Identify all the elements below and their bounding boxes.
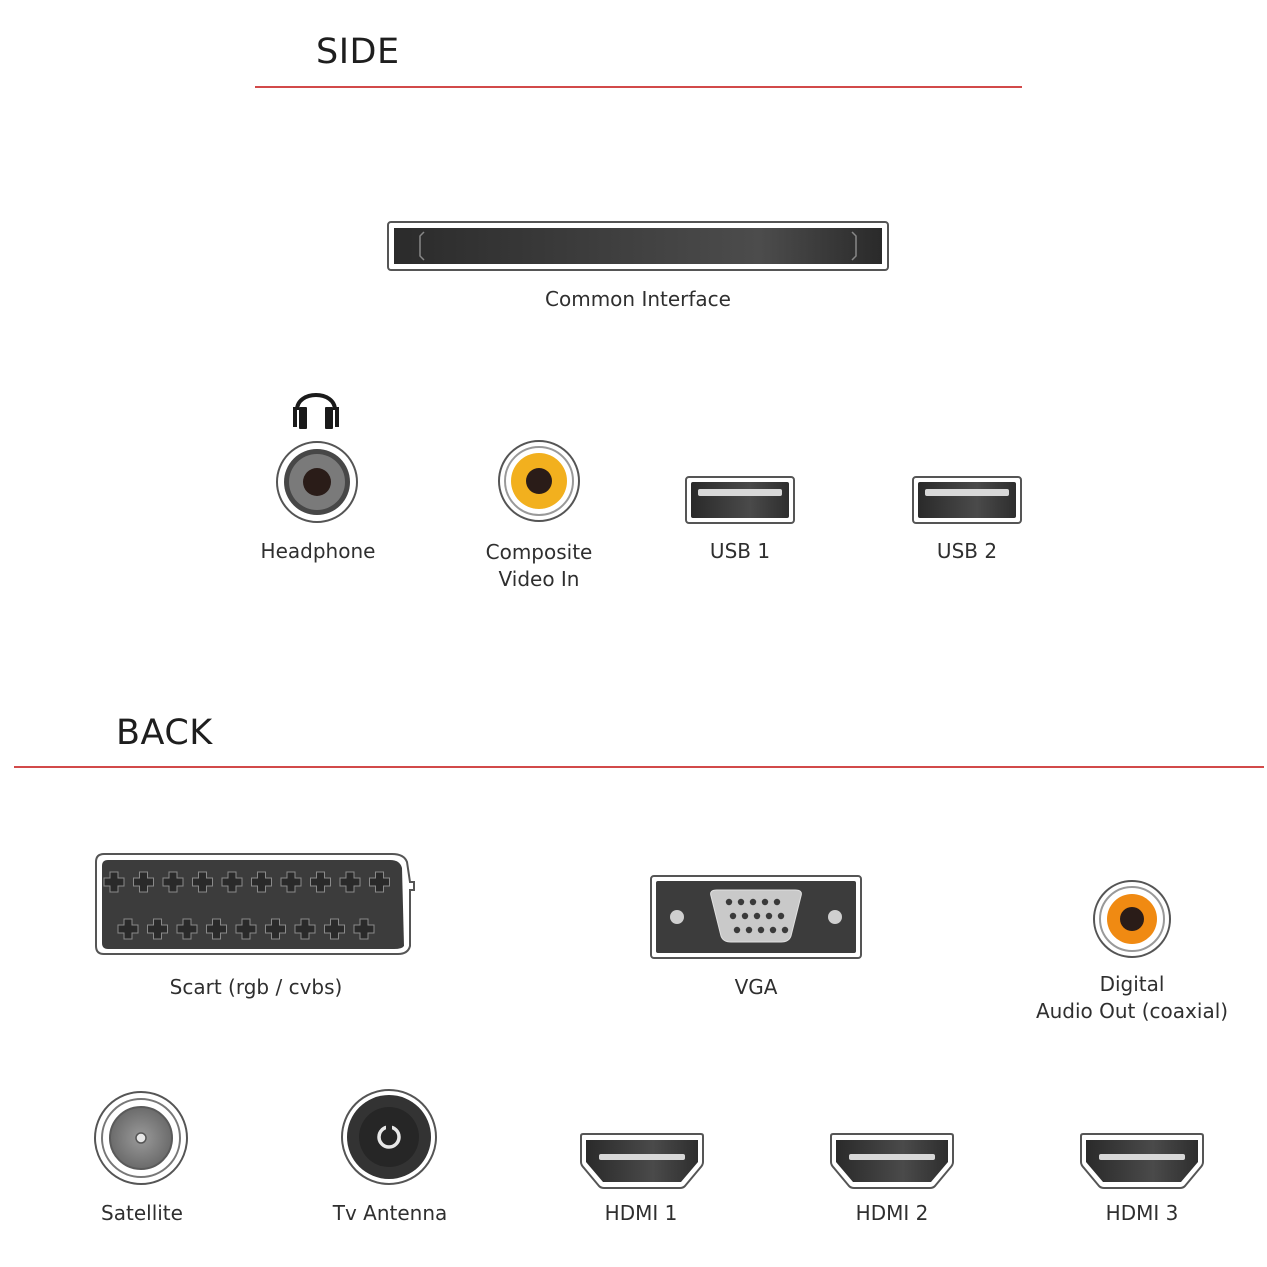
satellite-port-icon xyxy=(93,1090,189,1186)
vga-pin xyxy=(770,927,776,933)
vga-pin xyxy=(726,899,732,905)
tv-antenna-label: Tv Antenna xyxy=(332,1201,448,1225)
vga-pin xyxy=(782,927,788,933)
rca-jack-icon xyxy=(496,438,582,524)
vga-pin xyxy=(766,913,772,919)
vga-label: VGA xyxy=(734,975,778,999)
vga-pin xyxy=(734,927,740,933)
headphones-icon xyxy=(290,380,342,432)
back-divider xyxy=(14,766,1264,768)
vga-pin xyxy=(730,913,736,919)
satellite-label: Satellite xyxy=(101,1201,183,1225)
scart-port-icon xyxy=(92,850,418,960)
vga-pin xyxy=(758,927,764,933)
usb-port-icon xyxy=(911,475,1023,525)
hdmi1-label: HDMI 1 xyxy=(604,1201,678,1225)
hdmi2-label: HDMI 2 xyxy=(855,1201,929,1225)
vga-pin xyxy=(750,899,756,905)
headphone-label: Headphone xyxy=(260,539,376,563)
vga-pin xyxy=(746,927,752,933)
composite-label: Composite Video In xyxy=(485,540,593,591)
back-heading: BACK xyxy=(116,713,213,753)
usb2-label: USB 2 xyxy=(936,539,998,563)
digital-audio-label: Digital Audio Out (coaxial) xyxy=(1035,972,1229,1023)
side-divider xyxy=(255,86,1022,88)
vga-pin xyxy=(742,913,748,919)
vga-pin xyxy=(754,913,760,919)
hdmi3-label: HDMI 3 xyxy=(1105,1201,1179,1225)
side-heading: SIDE xyxy=(316,32,400,72)
scart-label: Scart (rgb / cvbs) xyxy=(169,975,343,999)
ci-slot-icon xyxy=(386,220,890,272)
usb-port-icon xyxy=(684,475,796,525)
common-interface-label: Common Interface xyxy=(545,287,731,311)
vga-port-icon xyxy=(649,874,863,960)
vga-pin xyxy=(762,899,768,905)
usb1-label: USB 1 xyxy=(709,539,771,563)
headphone-jack-icon xyxy=(274,440,360,526)
vga-pin xyxy=(774,899,780,905)
antenna-port-icon xyxy=(340,1088,438,1186)
vga-pin xyxy=(778,913,784,919)
vga-pin xyxy=(738,899,744,905)
hdmi-port-icon xyxy=(829,1132,955,1190)
coaxial-port-icon xyxy=(1091,878,1173,960)
hdmi-port-icon xyxy=(579,1132,705,1190)
hdmi-port-icon xyxy=(1079,1132,1205,1190)
